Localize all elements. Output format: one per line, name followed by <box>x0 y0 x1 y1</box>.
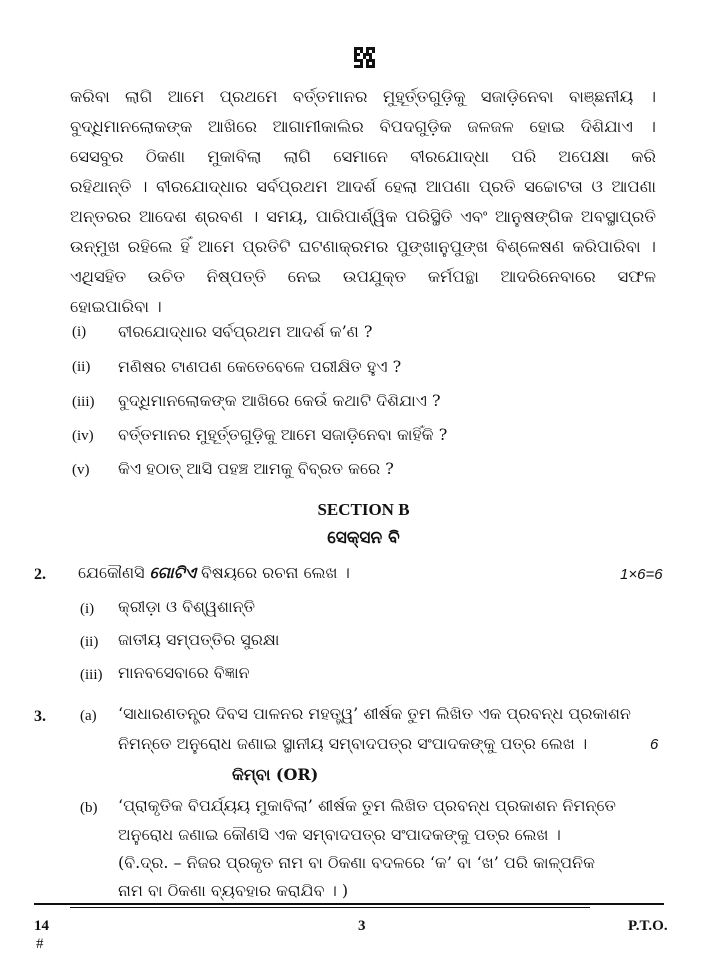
passage-line: ଏଥିସହିତ ଉଚିତ ନିଷ୍ପତ୍ତି ନେଇ ଉପଯୁକ୍ତ କର୍ମପନ୍ଥା ଆଦରିନେବାରେ ସଫଳ <box>70 267 656 286</box>
passage-line: ହୋଇପାରିବା । <box>70 297 162 316</box>
option-text: ଜାତୀୟ ସମ୍ପତ୍ତିର ସୁରକ୍ଷା <box>118 630 280 649</box>
question-text: ବୁଦ୍ଧିମାନଲୋକଙ୍କ ଆଖିରେ କେଉଁ କଥାଟି ଦିଶିଯାଏ ? <box>118 391 441 410</box>
question-3-number: 3. <box>34 708 46 725</box>
passage-line: ଅନ୍ତରର ଆଦେଶ ଶ୍ରବଣ । ସମୟ, ପାରିପାର୍ଶ୍ୱିକ ପରିସ୍ଥିତି ଏବଂ ଆନୁଷଙ୍ଗିକ ଅବସ୍ଥାପ୍ରତି <box>70 207 656 226</box>
section-subtitle: ସେକ୍ସନ ବି <box>327 528 400 548</box>
passage-line: ସେସବୁର ଠିକଣା ମୁକାବିଲା ଲାଗି ସେମାନେ ବୀରଯୋଦ୍ଧା ପରି ଅପେକ୍ଷା କରି <box>70 147 656 166</box>
question-2-number: 2. <box>34 566 46 583</box>
question-3a-line: ‘ସାଧାରଣତନ୍ତ୍ର ଦିବସ ପାଳନର ମହତ୍ତ୍ୱ’ ଶୀର୍ଷକ ତୁମ ଲିଖିତ ଏକ ପ୍ରବନ୍ଧ ପ୍ରକାଶନ <box>118 704 631 723</box>
question-text: କିଏ ହଠାତ୍ ଆସି ପହଞ୍ଚ ଆମକୁ ବିବ୍ରତ କରେ ? <box>118 459 394 478</box>
footer-rule <box>34 903 664 905</box>
pto-label: P.T.O. <box>628 918 668 934</box>
question-number: (v) <box>72 462 90 478</box>
question-2-prompt <box>78 563 350 583</box>
footer-rule-thin <box>70 907 590 908</box>
option-number: (i) <box>80 601 95 617</box>
section-title: SECTION B <box>317 500 410 519</box>
question-text: ବର୍ତ୍ତମାନର ମୁହୂର୍ତ୍ତଗୁଡ଼ିକୁ ଆମେ ସଜାଡ଼ିନେବା କାହିଁକି ? <box>118 425 448 444</box>
question-number: (iii) <box>72 394 95 410</box>
passage-line: କରିବା ଲାଗି ଆମେ ପ୍ରଥମେ ବର୍ତ୍ତମାନର ମୁହୂର୍ତ୍ତଗୁଡ଼ିକୁ ସଜାଡ଼ିନେବା ବାଞ୍ଛନୀୟ । <box>70 87 656 106</box>
passage-paragraph <box>70 82 656 322</box>
question-2-emphasis: ଗୋଟିଏ <box>149 563 196 582</box>
question-number: (i) <box>72 324 87 340</box>
option-number: (ii) <box>80 634 99 650</box>
question-number: (ii) <box>72 359 91 375</box>
passage-line: ବୁଦ୍ଧିମାନଲୋକଙ୍କ ଆଖିରେ ଆଗାମୀକାଲିର ବିପଦଗୁଡ଼ିକ ଜଳଜଳ ହୋଇ ଦିଶିଯାଏ । <box>70 117 656 136</box>
question-text: ବୀରଯୋଦ୍ଧାର ସର୍ବପ୍ରଥମ ଆଦର୍ଶ କ’ଣ ? <box>118 322 373 341</box>
question-3b-label: (b) <box>80 800 98 816</box>
qr-code-icon <box>354 47 375 68</box>
question-3b-line: ‘ପ୍ରାକୃତିକ ବିପର୍ଯ୍ୟୟ ମୁକାବିଲା’ ଶୀର୍ଷକ ତୁମ ଲିଖିତ ପ୍ରବନ୍ଧ ପ୍ରକାଶନ ନିମନ୍ତେ <box>118 796 616 815</box>
question-3b-note: (ବି.ଦ୍ର. – ନିଜର ପ୍ରକୃତ ନାମ ବା ଠିକଣା ବଦଳରେ ‘କ’ ବା ‘ଖ’ ପରି କାଳ୍ପନିକ <box>118 853 595 872</box>
or-divider: କିମ୍ବା (OR) <box>232 765 319 784</box>
question-text: ମଣିଷର ଟାଣପଣ କେତେବେଳେ ପରୀକ୍ଷିତ ହୁଏ ? <box>118 357 402 376</box>
question-3a-label: (a) <box>80 708 97 724</box>
question-3b-line: ଅନୁରୋଧ ଜଣାଇ କୌଣସି ଏକ ସମ୍ବାଦପତ୍ର ସଂପାଦକଙ୍କୁ ପତ୍ର ଲେଖ । <box>118 825 561 844</box>
passage-line: ରହିଥାନ୍ତି । ବୀରଯୋଦ୍ଧାର ସର୍ବପ୍ରଥମ ଆଦର୍ଶ ହେଲା ଆପଣା ପ୍ରତି ସଚ୍ଚୋଟତା ଓ ଆପଣା <box>70 177 656 196</box>
page-number: 3 <box>358 918 366 934</box>
option-number: (iii) <box>80 667 103 683</box>
question-2-marks: 1×6=6 <box>620 566 663 583</box>
question-2-prefix: ଯେକୌଣସି <box>78 563 145 582</box>
question-3a-line: ନିମନ୍ତେ ଅନୁରୋଧ ଜଣାଇ ସ୍ଥାନୀୟ ସମ୍ବାଦପତ୍ର ସଂପାଦକଙ୍କୁ ପତ୍ର ଲେଖ । <box>118 734 588 753</box>
passage-line: ଉନ୍ମୁଖ ରହିଲେ ହିଁ ଆମେ ପ୍ରତିଟି ଘଟଣାକ୍ରମର ପୁଙ୍ଖାନୁପୁଙ୍ଖ ବିଶ୍ଳେଷଣ କରିପାରିବା । <box>70 237 656 256</box>
option-text: କ୍ରୀଡ଼ା ଓ ବିଶ୍ୱଶାନ୍ତି <box>118 597 256 616</box>
question-3b-note: ନାମ ବା ଠିକଣା ବ୍ୟବହାର କରାଯିବ । ) <box>118 881 349 900</box>
footer-hash: # <box>36 936 44 952</box>
footer-code: 14 <box>34 918 49 934</box>
question-3-marks: 6 <box>650 736 659 753</box>
question-number: (iv) <box>72 428 94 444</box>
option-text: ମାନବସେବାରେ ବିଜ୍ଞାନ <box>118 663 250 682</box>
question-2-suffix: ବିଷୟରେ ରଚନା ଲେଖ । <box>201 563 350 582</box>
